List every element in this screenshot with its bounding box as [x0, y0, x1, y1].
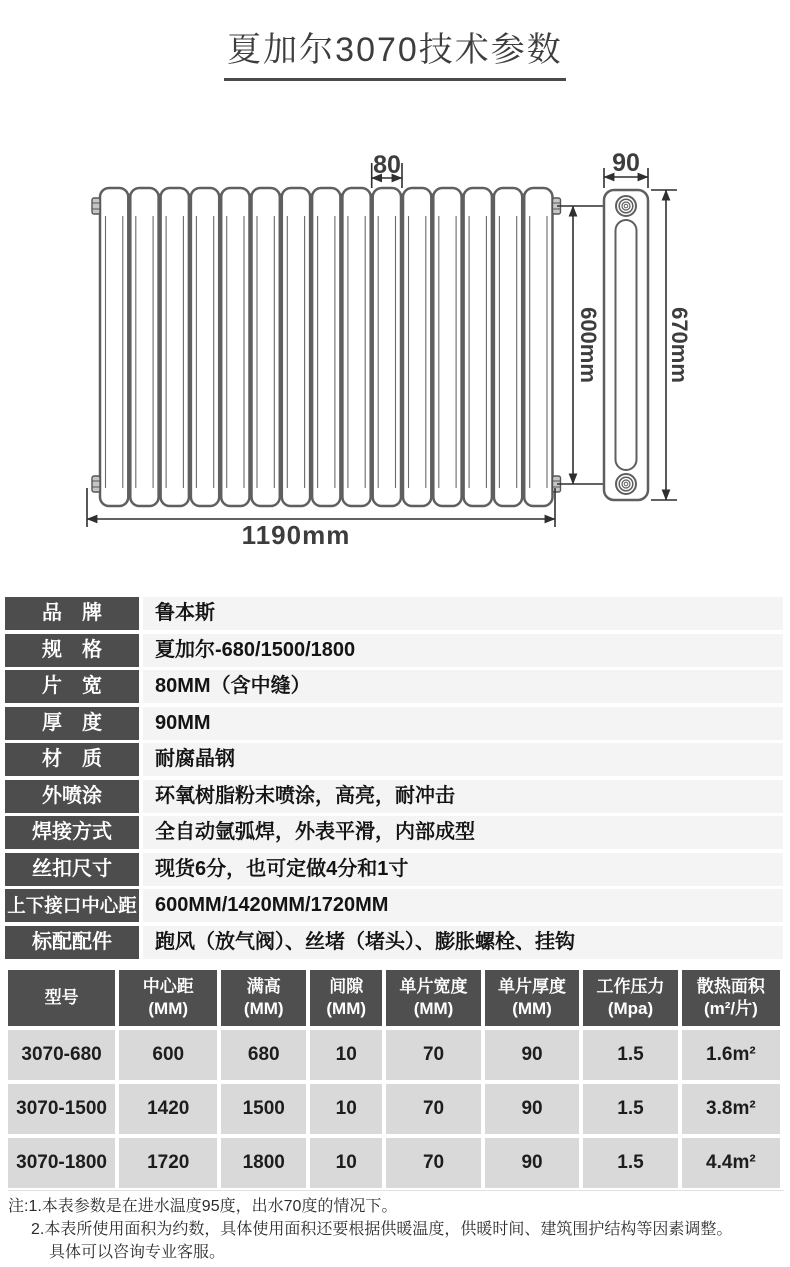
spec-label: 规 格: [5, 634, 139, 667]
column-unit: (m²/片): [703, 999, 758, 1018]
dim-label-total-height: 670mm: [667, 307, 692, 383]
spec-table: [4, 966, 784, 1192]
radiator-panel: [191, 188, 219, 506]
table-cell: 1420: [119, 1084, 217, 1134]
dim-label-total-width: 1190mm: [241, 520, 351, 550]
table-header-cell: [485, 970, 579, 1026]
radiator-front-view: [92, 188, 561, 506]
side-port-bottom: [616, 474, 636, 494]
radiator-diagram: [0, 130, 790, 565]
table-cell: 680: [221, 1030, 306, 1080]
spec-row: [5, 634, 783, 667]
table-cell: 1800: [221, 1138, 306, 1188]
note-line: 注:1.本表参数是在进水温度95度，出水70度的情况下。: [8, 1198, 398, 1215]
connector-nub: [92, 198, 100, 214]
spec-label: 外喷涂: [5, 780, 139, 813]
dim-label-panel-width: 80: [373, 151, 401, 179]
radiator-panel: [100, 188, 128, 506]
table-row: [8, 1138, 780, 1188]
spec-row: [5, 670, 783, 703]
column-unit: (MM): [148, 999, 189, 1018]
spec-value: 全自动氩弧焊，外表平滑，内部成型: [143, 816, 783, 849]
spec-value: 90MM: [143, 707, 783, 740]
spec-value: 跑风（放气阀）、丝堵（堵头）、膨胀螺栓、挂钩: [143, 926, 783, 959]
spec-label: 片 宽: [5, 670, 139, 703]
table-header-row: [8, 970, 780, 1026]
column-unit: (Mpa): [607, 999, 654, 1018]
spec-label: 标配配件: [5, 926, 139, 959]
column-unit: (MM): [243, 999, 284, 1018]
note-line: 2.本表所使用面积为约数，具体使用面积还要根据供暖温度，供暖时间、建筑围护结构等因素调整。: [31, 1221, 733, 1238]
dim-panel-width: [372, 151, 402, 188]
table-cell: 1720: [119, 1138, 217, 1188]
table-cell: 3070-680: [8, 1030, 115, 1080]
table-cell: 90: [485, 1084, 579, 1134]
radiator-panel: [282, 188, 310, 506]
table-cell: 600: [119, 1030, 217, 1080]
spec-row: [5, 597, 783, 630]
radiator-panel: [433, 188, 461, 506]
dim-label-depth: 90: [612, 149, 640, 177]
spec-value: 环氧树脂粉末喷涂，高亮，耐冲击: [143, 780, 783, 813]
table-cell: 70: [386, 1138, 480, 1188]
spec-row: [5, 926, 783, 959]
side-port-top: [616, 196, 636, 216]
column-title: 型号: [44, 987, 79, 1007]
table-header-cell: [8, 970, 115, 1026]
spec-list: [5, 597, 783, 959]
column-title: 工作压力: [596, 976, 665, 996]
radiator-panel: [252, 188, 280, 506]
column-unit: (MM): [326, 999, 367, 1018]
radiator-panel: [494, 188, 522, 506]
table-cell: 3.8m²: [682, 1084, 780, 1134]
column-title: 间隙: [329, 976, 364, 996]
table-cell: 10: [310, 1030, 382, 1080]
table-header-cell: [221, 970, 306, 1026]
spec-row: [5, 816, 783, 849]
table-cell: 90: [485, 1138, 579, 1188]
table-cell: 3070-1500: [8, 1084, 115, 1134]
table-row: [8, 1030, 780, 1080]
table-cell: 1.5: [583, 1084, 677, 1134]
dim-total-height: [651, 190, 692, 500]
column-title: 满高: [246, 976, 281, 996]
column-title: 中心距: [142, 976, 194, 996]
column-title: 单片宽度: [399, 976, 468, 996]
table-cell: 10: [310, 1138, 382, 1188]
table-header-cell: [119, 970, 217, 1026]
radiator-panel: [130, 188, 158, 506]
table-cell: 4.4m²: [682, 1138, 780, 1188]
spec-value: 80MM（含中缝）: [143, 670, 783, 703]
radiator-panel: [373, 188, 401, 506]
connector-nub: [92, 476, 100, 492]
spec-row: [5, 743, 783, 776]
spec-label: 焊接方式: [5, 816, 139, 849]
spec-value: 现货6分，也可定做4分和1寸: [143, 853, 783, 886]
spec-label: 厚 度: [5, 707, 139, 740]
column-title: 单片厚度: [498, 976, 567, 996]
table-header-cell: [583, 970, 677, 1026]
dim-depth: [604, 149, 648, 188]
note-line: 具体可以咨询专业客服。: [49, 1244, 226, 1261]
page-title: 夏加尔3070技术参数: [224, 22, 566, 81]
radiator-panel: [464, 188, 492, 506]
spec-value: 鲁本斯: [143, 597, 783, 630]
table-cell: 1.5: [583, 1030, 677, 1080]
notes: [8, 1190, 784, 1264]
spec-row: [5, 707, 783, 740]
column-unit: (MM): [512, 999, 552, 1018]
radiator-panel: [524, 188, 552, 506]
table-cell: 10: [310, 1084, 382, 1134]
spec-row: [5, 780, 783, 813]
spec-value: 夏加尔-680/1500/1800: [143, 634, 783, 667]
table-cell: 1.6m²: [682, 1030, 780, 1080]
table-header-cell: [682, 970, 780, 1026]
table-cell: 3070-1800: [8, 1138, 115, 1188]
table-row: [8, 1084, 780, 1134]
table-header-cell: [386, 970, 480, 1026]
radiator-panel: [161, 188, 189, 506]
spec-label: 上下接口中心距: [5, 889, 139, 922]
radiator-panel: [403, 188, 431, 506]
table-header-cell: [310, 970, 382, 1026]
spec-row: [5, 853, 783, 886]
radiator-panel: [342, 188, 370, 506]
table-cell: 70: [386, 1030, 480, 1080]
table-cell: 1500: [221, 1084, 306, 1134]
title-wrap: [0, 22, 790, 81]
spec-row: [5, 889, 783, 922]
spec-label: 品 牌: [5, 597, 139, 630]
radiator-panel: [312, 188, 340, 506]
spec-label: 材 质: [5, 743, 139, 776]
table-cell: 1.5: [583, 1138, 677, 1188]
dim-label-center-distance: 600mm: [576, 307, 601, 383]
spec-value: 耐腐晶钢: [143, 743, 783, 776]
radiator-panel: [221, 188, 249, 506]
column-unit: (MM): [413, 999, 454, 1018]
column-title: 散热面积: [696, 976, 765, 996]
radiator-side-view: [604, 190, 648, 500]
spec-value: 600MM/1420MM/1720MM: [143, 889, 783, 922]
table-cell: 90: [485, 1030, 579, 1080]
table-cell: 70: [386, 1084, 480, 1134]
spec-label: 丝扣尺寸: [5, 853, 139, 886]
